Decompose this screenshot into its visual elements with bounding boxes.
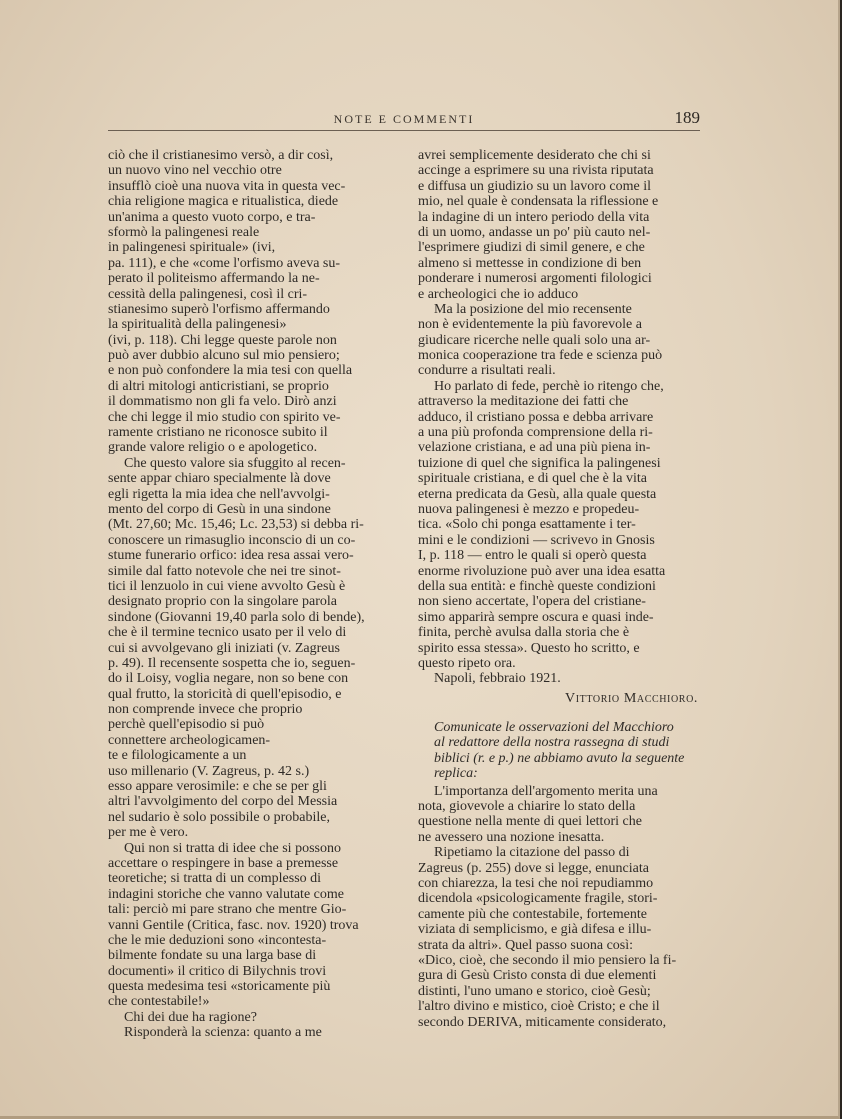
text-line: adduco, il cristiano possa e debba arrivare — [418, 409, 654, 425]
right-column — [418, 148, 702, 1030]
text-line: nota, giovevole a chiarire lo stato della — [418, 799, 636, 815]
text-line: velazione cristiana, e ad una più piena in- — [418, 440, 651, 456]
text-line: l'esprimere giudizi di simil genere, e che — [418, 240, 645, 256]
text-line: il dommatismo non gli fa velo. Dirò anzi — [108, 394, 337, 410]
text-line: al redattore della nostra rassegna di studi — [434, 735, 670, 751]
text-line: camente più che contestabile, fortemente — [418, 906, 647, 922]
text-line: e non può confondere la mia tesi con quella — [108, 363, 353, 379]
text-line: strata da altri». Quel passo suona così: — [418, 937, 634, 953]
text-line: chia religione magica e ritualistica, diede — [108, 194, 339, 210]
text-line: della sua entità: e finchè queste condizioni — [418, 578, 656, 594]
text-line: Zagreus (p. 255) dove si legge, enunciata — [418, 860, 649, 876]
text-line: sente appar chiaro specialmente là dove — [108, 471, 331, 487]
text-line: distinti, l'uno umano e storico, cioè Gesù; — [418, 983, 651, 999]
text-line: la spiritualità della palingenesi» — [108, 317, 287, 333]
text-line: sindone (Giovanni 19,40 parla solo di bende), — [108, 609, 365, 625]
right-column-text-a — [418, 148, 702, 687]
right-column-text-b — [418, 784, 702, 1030]
text-line: un nuovo vino nel vecchio otre — [108, 163, 282, 179]
text-line: sformò la palingenesi reale — [108, 224, 260, 240]
text-line: secondo DERIVA, miticamente considerato, — [418, 1014, 667, 1030]
text-line: grande valore religio o e apologetico. — [108, 440, 318, 456]
text-line: documenti» il critico di Bilychnis trovi — [108, 963, 327, 979]
text-line: qual frutto, la storicità di quell'episodio, e — [108, 686, 342, 702]
editorial-note — [418, 720, 702, 782]
text-line: biblici (r. e p.) ne abbiamo avuto la seguente — [434, 750, 685, 766]
text-line: connettere archeologicamen- — [108, 732, 271, 748]
text-line: Ripetiamo la citazione del passo di — [434, 845, 630, 861]
author-signature: Vittorio Macchioro. — [565, 690, 698, 706]
text-line: vanni Gentile (Critica, fasc. nov. 1920) trova — [108, 917, 359, 933]
text-line: non è evidentemente la più favorevole a — [418, 317, 642, 333]
text-line: Ho parlato di fede, perchè io ritengo che, — [434, 378, 664, 394]
text-line: stume funerario orfico: idea resa assai vero- — [108, 548, 354, 564]
text-line: perato il politeismo affermando la ne- — [108, 271, 320, 287]
text-line: conoscere un rimasuglio inconscio di un co- — [108, 532, 356, 548]
text-line: tica. «Solo chi ponga esattamente i ter- — [418, 517, 636, 533]
text-line: simile dal fatto notevole che nei tre sinot- — [108, 563, 341, 579]
text-line: mento del corpo di Gesù in una sindone — [108, 501, 331, 517]
text-line: accinge a esprimere su una rivista riputata — [418, 163, 654, 179]
text-line: che contestabile!» — [108, 994, 210, 1010]
text-line: giudicare ricerche nelle quali solo una ar- — [418, 332, 651, 348]
text-line: non sieno accertate, l'opera del cristiane- — [418, 594, 646, 610]
text-line: nel sudario è solo possibile o probabile, — [108, 809, 331, 825]
text-line: tuizione di quel che significa la palingenesi — [418, 455, 661, 471]
text-line: e archeologici che io adduco — [418, 286, 579, 302]
text-line: che è il termine tecnico usato per il velo di — [108, 625, 347, 641]
text-line: egli rigetta la mia idea che nell'avvolgi- — [108, 486, 330, 502]
page-number: 189 — [674, 108, 700, 127]
text-line: tici il lenzuolo in cui viene avvolto Gesù è — [108, 578, 346, 594]
text-line: questo ripeto ora. — [418, 655, 516, 671]
text-line: nuova palingenesi è mezzo e propedeu- — [418, 501, 640, 517]
text-line: p. 49). Il recensente sospetta che io, seguen- — [108, 655, 356, 671]
text-line: esso appare verosimile: e che se per gli — [108, 779, 327, 795]
text-line: ponderare i numerosi argomenti filologici — [418, 271, 652, 287]
text-line: I, p. 118 — entro le quali si operò questa — [418, 548, 647, 564]
text-line: almeno si mettesse in condizione di ben — [418, 255, 642, 271]
text-line: cui si avvolgevano gli iniziati (v. Zagreus — [108, 640, 340, 656]
text-line: attraverso la meditazione dei fatti che — [418, 394, 629, 410]
text-line: questione nella mente di quei lettori che — [418, 814, 642, 830]
running-head: NOTE E COMMENTI — [333, 112, 475, 126]
text-line: altri l'avvolgimento del corpo del Messia — [108, 794, 338, 810]
text-line: per me è vero. — [108, 825, 189, 841]
text-line: l'altro divino e mistico, cioè Cristo; e che il — [418, 999, 660, 1015]
text-line: ciò che il cristianesimo versò, a dir così, — [108, 148, 334, 163]
text-line: mini e le condizioni — scrivevo in Gnosis — [418, 532, 655, 548]
text-line: do il Loisy, voglia negare, non so bene con — [108, 671, 349, 687]
text-line: bilmente fondate su una larga base di — [108, 948, 317, 964]
text-line: che le mie deduzioni sono «incontesta- — [108, 932, 327, 948]
text-line: Napoli, febbraio 1921. — [434, 671, 561, 687]
text-line: uso millenario (V. Zagreus, p. 42 s.) — [108, 763, 310, 779]
text-line: Ma la posizione del mio recensente — [434, 301, 632, 317]
text-line: condurre a risultati reali. — [418, 363, 556, 379]
text-line: (ivi, p. 118). Chi legge queste parole non — [108, 332, 337, 348]
text-line: può aver dubbio alcuno sul mio pensiero; — [108, 348, 340, 364]
text-line: di un uomo, andasse un po' più cauto nel- — [418, 224, 651, 240]
text-line: Chi dei due ha ragione? — [124, 1009, 257, 1025]
text-line: Risponderà la scienza: quanto a me — [124, 1025, 322, 1041]
text-line: viziata di semplicismo, e già difesa e illu- — [418, 922, 652, 938]
text-line: che chi legge il mio studio con spirito ve- — [108, 409, 341, 425]
text-line: replica: — [434, 766, 478, 782]
left-column — [108, 148, 390, 1041]
text-line: finita, perchè avulsa dalla storia che è — [418, 625, 630, 641]
text-line: stianesimo superò l'orfismo affermando — [108, 301, 330, 317]
text-line: monica cooperazione tra fede e scienza può — [418, 348, 663, 364]
text-line: indagini storiche che vanno valutate come — [108, 886, 344, 902]
text-line: L'importanza dell'argomento merita una — [434, 783, 658, 799]
text-line: eterna predicata da Gesù, alla quale questa — [418, 486, 657, 502]
page-header — [108, 108, 700, 131]
text-line: cessità della palingenesi, così il cri- — [108, 286, 308, 302]
text-line: teoretiche; si tratta di un complesso di — [108, 871, 322, 887]
text-line: pa. 111), e che «come l'orfismo aveva su- — [108, 255, 341, 271]
text-line: in palingenesi spirituale» (ivi, — [108, 240, 276, 256]
text-line: la indagine di un intero periodo della vita — [418, 209, 650, 225]
text-line: non comprende invece che proprio — [108, 702, 303, 718]
text-line: perchè quell'episodio si può — [108, 717, 265, 733]
text-line: spirituale cristiana, e di quel che è la vita — [418, 471, 647, 487]
text-line: (Mt. 27,60; Mc. 15,46; Lc. 23,53) si debba ri- — [108, 517, 364, 533]
text-line: dicendola «psicologicamente fragile, stori- — [418, 891, 658, 907]
text-line: Comunicate le osservazioni del Macchioro — [434, 720, 674, 736]
text-line: ne avessero una nozione inesatta. — [418, 829, 605, 845]
text-line: a una più profonda comprensione della ri- — [418, 425, 653, 441]
text-line: con chiarezza, la tesi che noi repudiammo — [418, 875, 654, 891]
text-line: insufflò cioè una nuova vita in questa vec- — [108, 178, 346, 194]
text-line: Che questo valore sia sfuggito al recen- — [124, 455, 346, 471]
text-line: di altri mitologi anticristiani, se proprio — [108, 378, 329, 394]
text-line: ramente cristiano ne riconosce subito il — [108, 425, 328, 441]
text-line: tali: perciò mi pare strano che mentre Gio- — [108, 902, 347, 918]
text-line: mio, nel quale è condensata la riflessione e — [418, 194, 659, 210]
text-line: designato proprio con la singolare parola — [108, 594, 337, 610]
text-line: Qui non si tratta di idee che si possono — [124, 840, 341, 856]
text-line: gura di Gesù Cristo consta di due elementi — [418, 968, 657, 984]
text-line: un'anima a questo vuoto corpo, e tra- — [108, 209, 316, 225]
text-line: simo apparirà sempre oscura e quasi inde- — [418, 609, 654, 625]
text-line: te e filologicamente a un — [108, 748, 247, 764]
text-line: accettare o respingere in base a premesse — [108, 855, 339, 871]
text-line: questa medesima tesi «storicamente più — [108, 979, 331, 995]
text-line: e diffusa un giudizio su un lavoro come il — [418, 178, 652, 194]
text-line: spirito essa stessa». Questo ho scritto, e — [418, 640, 640, 656]
text-line: avrei semplicemente desiderato che chi si — [418, 148, 651, 163]
text-line: «Dico, cioè, che secondo il mio pensiero la fi- — [418, 952, 677, 968]
text-line: enorme rivoluzione può aver una idea esatta — [418, 563, 666, 579]
